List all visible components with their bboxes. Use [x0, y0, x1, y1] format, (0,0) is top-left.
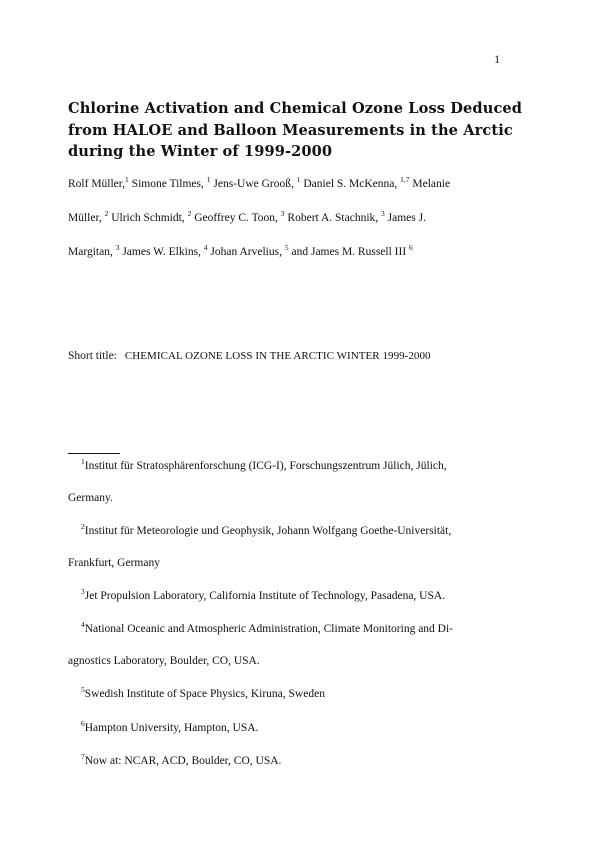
footnote-mark: 4 — [81, 620, 85, 629]
author-list — [68, 177, 513, 279]
footnote-affiliation-1 — [68, 459, 513, 505]
author-line — [68, 211, 513, 245]
author-text: Simone Tilmes, — [128, 178, 207, 190]
title-line: Chlorine Activation and Chemical Ozone Loss Deduced — [68, 100, 523, 117]
footnote-text: Swedish Institute of Space Physics, Kiruna, Sweden — [84, 688, 325, 700]
footnote-text: Now at: NCAR, ACD, Boulder, CO, USA. — [84, 755, 282, 767]
footnote-line: Frankfurt, Germany — [68, 557, 160, 569]
footnote-affiliation-7 — [68, 754, 513, 768]
footnote-line — [68, 622, 513, 636]
footnote-text: Hampton University, Hampton, USA. — [84, 722, 259, 734]
footnote-line — [68, 524, 513, 538]
footnote-mark: 6 — [81, 719, 85, 728]
affiliation-mark: 1,7 — [400, 175, 410, 184]
affiliation-mark: 6 — [409, 243, 413, 252]
paper-title — [68, 98, 523, 163]
short-title — [68, 350, 431, 362]
footnote-text: Jet Propulsion Laboratory, California Institute of Technology, Pasadena, USA. — [84, 590, 446, 602]
footnote-line — [68, 687, 513, 701]
affiliation-mark: 1 — [206, 175, 211, 184]
footnote-line — [68, 589, 513, 603]
short-title-label: Short title: — [68, 350, 117, 362]
author-line — [68, 245, 513, 279]
footnote-text: Institut für Stratosphärenforschung (ICG-I), Forschungszentrum Jülich, Jülich, — [84, 460, 447, 472]
affiliation-mark: 2 — [104, 209, 109, 218]
title-line: from HALOE and Balloon Measurements in the Arctic — [68, 121, 513, 139]
author-text: Melanie — [409, 178, 451, 190]
footnote-line — [68, 754, 513, 768]
affiliation-mark: 3 — [280, 209, 285, 218]
affiliation-mark: 3 — [381, 209, 385, 218]
footnote-mark: 7 — [81, 752, 85, 761]
footnote-mark: 1 — [81, 457, 85, 466]
author-text: Jens-Uwe Grooß, — [210, 178, 297, 190]
footnote-line: agnostics Laboratory, Boulder, CO, USA. — [68, 655, 260, 667]
footnote-line — [68, 459, 513, 473]
footnote-text: National Oceanic and Atmospheric Administration, Climate Monitoring and Di- — [84, 623, 453, 635]
footnote-affiliation-3 — [68, 589, 513, 603]
author-text: Robert A. Stachnik, — [284, 212, 382, 224]
footnote-mark: 3 — [81, 587, 85, 596]
affiliation-mark: 5 — [284, 243, 289, 252]
footnote-line — [68, 721, 513, 735]
author-text: Johan Arvelius, — [207, 246, 285, 258]
affiliation-mark: 3 — [115, 243, 120, 252]
author-text: and James M. Russell III — [288, 246, 410, 258]
author-text: Margitan, — [68, 246, 116, 258]
affiliation-mark: 4 — [203, 243, 208, 252]
short-title-value: CHEMICAL OZONE LOSS IN THE ARCTIC WINTER 1999-2000 — [124, 350, 431, 362]
footnote-mark: 2 — [81, 522, 85, 531]
author-text: James J. — [384, 212, 426, 224]
page-number: 1 — [494, 54, 500, 66]
title-line: during the Winter of 1999-2000 — [68, 143, 333, 160]
author-text: James W. Elkins, — [119, 246, 204, 258]
author-text: Rolf Müller, — [68, 178, 126, 190]
affiliation-mark: 1 — [125, 175, 129, 184]
footnote-affiliation-4 — [68, 622, 513, 668]
footnote-affiliation-5 — [68, 687, 513, 701]
footnote-affiliation-6 — [68, 721, 513, 735]
author-line — [68, 177, 513, 211]
author-text: Geoffrey C. Toon, — [191, 212, 281, 224]
affiliation-mark: 1 — [296, 175, 301, 184]
author-text: Ulrich Schmidt, — [108, 212, 188, 224]
author-text: Daniel S. McKenna, — [300, 178, 401, 190]
author-text: Müller, — [68, 212, 105, 224]
affiliation-mark: 2 — [187, 209, 192, 218]
footnote-line: Germany. — [68, 492, 113, 504]
footnote-divider — [68, 453, 120, 454]
footnote-text: Institut für Meteorologie und Geophysik, Johann Wolfgang Goethe-Universität, — [84, 525, 452, 537]
footnote-affiliation-2 — [68, 524, 513, 570]
footnote-mark: 5 — [81, 685, 85, 694]
